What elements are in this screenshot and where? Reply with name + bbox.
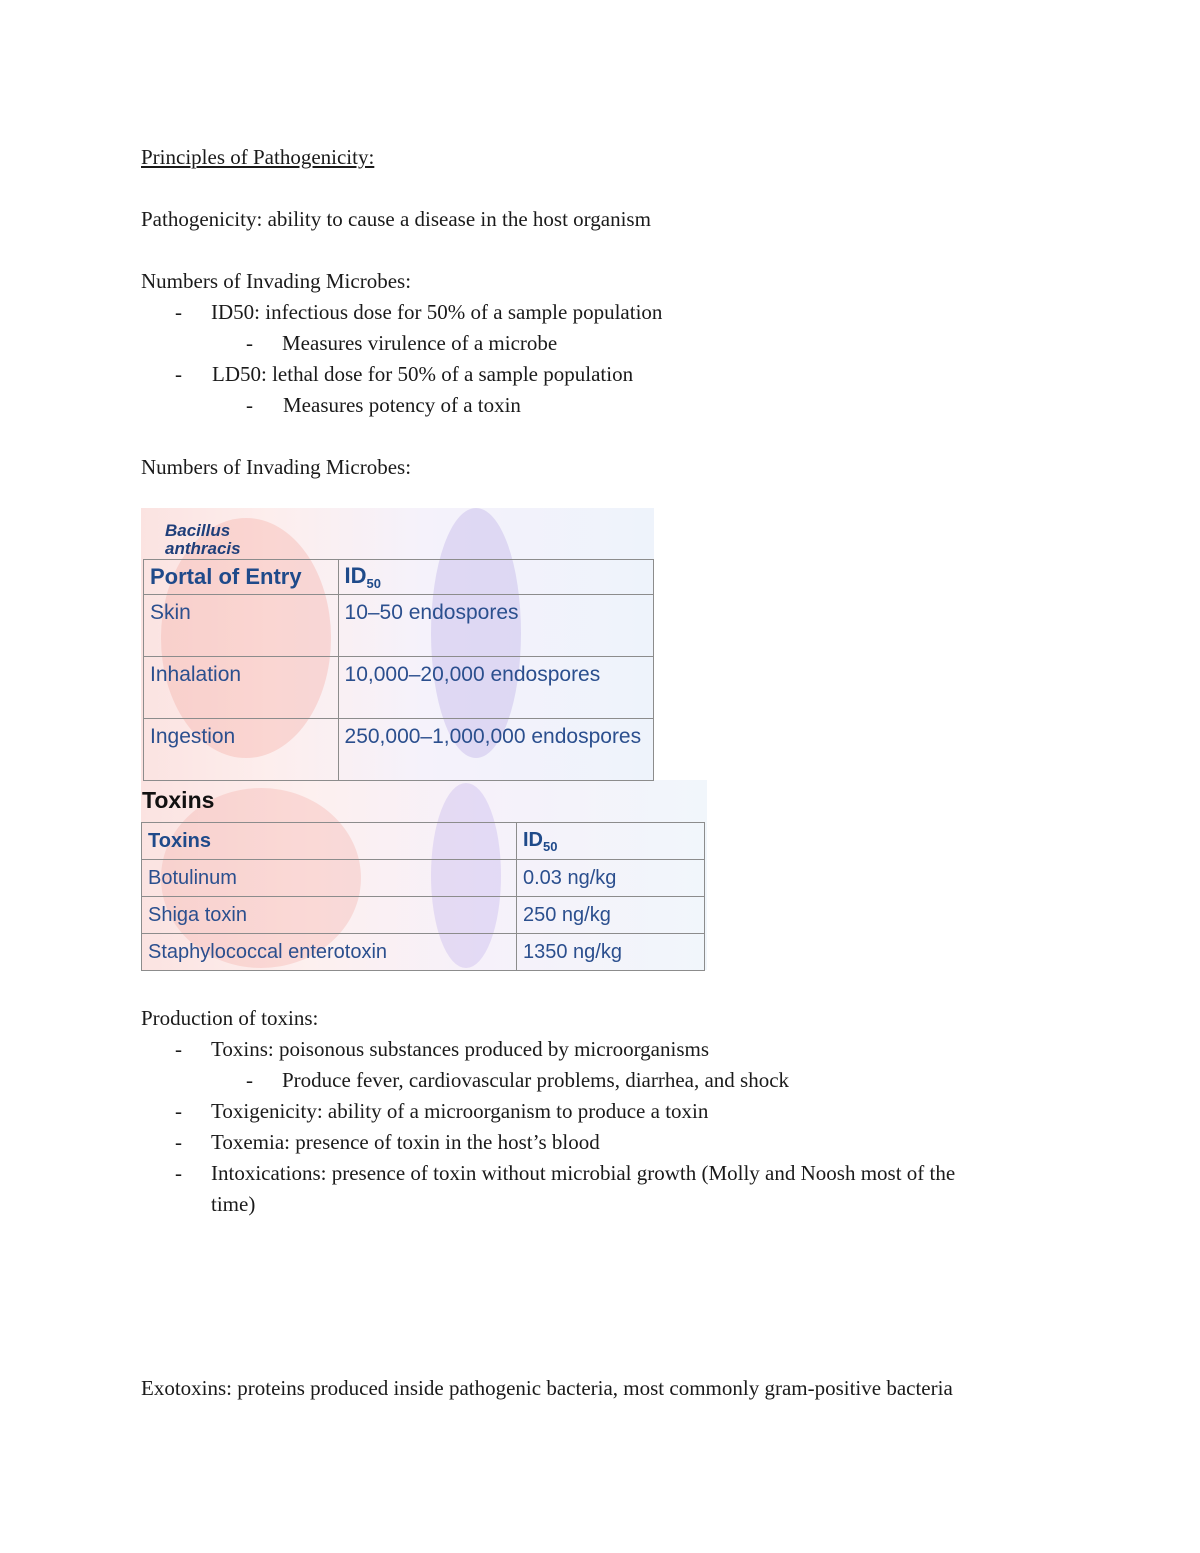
sub-list-item-text: Measures potency of a toxin (283, 393, 521, 417)
table-cell: 1350 ng/kg (517, 934, 705, 971)
bullet-dash: - (175, 1099, 182, 1123)
section-title-production-of-toxins: Production of toxins: (141, 1006, 319, 1030)
bullet-dash: - (175, 1037, 182, 1061)
bullet-dash: - (246, 393, 253, 417)
table-header-row (144, 560, 654, 595)
bullet-dash: - (246, 1068, 253, 1092)
table-cell: 250,000–1,000,000 endospores (338, 719, 653, 781)
toxins-title: Toxins (142, 787, 215, 813)
bullet-dash: - (175, 362, 182, 386)
list-item-text: ID50: infectious dose for 50% of a sample population (211, 300, 663, 324)
bullet-dash: - (175, 1161, 182, 1185)
table-cell: 10,000–20,000 endospores (338, 657, 653, 719)
id50-figure (141, 508, 707, 970)
table-row (144, 657, 654, 719)
section-title-invading-microbes: Numbers of Invading Microbes: (141, 269, 412, 293)
bullet-dash: - (175, 300, 182, 324)
table-cell: Staphylococcal enterotoxin (142, 934, 517, 971)
list-item-text: Toxemia: presence of toxin in the host’s blood (211, 1130, 600, 1154)
table-cell: 0.03 ng/kg (517, 860, 705, 897)
table-cell: Inhalation (144, 657, 339, 719)
column-header: Toxins (142, 823, 517, 860)
pathogenicity-definition: Pathogenicity: ability to cause a disease in the host organism (141, 207, 651, 231)
page-heading: Principles of Pathogenicity: (141, 145, 375, 169)
list-item-text: Intoxications: presence of toxin without microbial growth (Molly and Noosh most of the (211, 1161, 956, 1185)
column-header: $ID_{50}$ (338, 560, 653, 595)
table-cell: 10–50 endospores (338, 595, 653, 657)
exotoxins-definition: Exotoxins: proteins produced inside pathogenic bacteria, most commonly gram-positive bacteria (141, 1376, 953, 1400)
figure-caption: Bacillus anthracis (165, 521, 241, 558)
table-cell: Ingestion (144, 719, 339, 781)
table-row (142, 897, 705, 934)
list-item-text: Toxins: poisonous substances produced by microorganisms (211, 1037, 710, 1061)
toxins-table (141, 822, 705, 971)
sub-list-item-text: Produce fever, cardiovascular problems, diarrhea, and shock (282, 1068, 790, 1092)
table-header-row (142, 823, 705, 860)
sub-list-item-text: Measures virulence of a microbe (282, 331, 558, 355)
table-row (142, 860, 705, 897)
table-row (142, 934, 705, 971)
table-row (144, 719, 654, 781)
list-item-continuation: time) (211, 1192, 256, 1216)
table-row (144, 595, 654, 657)
table-cell: Shiga toxin (142, 897, 517, 934)
section-title-invading-microbes-2: Numbers of Invading Microbes: (141, 455, 412, 479)
list-item-text: LD50: lethal dose for 50% of a sample population (212, 362, 634, 386)
bullet-dash: - (246, 331, 253, 355)
table-cell: 250 ng/kg (517, 897, 705, 934)
portal-of-entry-table (143, 559, 654, 781)
table-cell: Botulinum (142, 860, 517, 897)
bullet-dash: - (175, 1130, 182, 1154)
table-cell: Skin (144, 595, 339, 657)
column-header: $ID_{50}$ (517, 823, 705, 860)
list-item-text: Toxigenicity: ability of a microorganism to produce a toxin (211, 1099, 709, 1123)
column-header: Portal of Entry (144, 560, 339, 595)
